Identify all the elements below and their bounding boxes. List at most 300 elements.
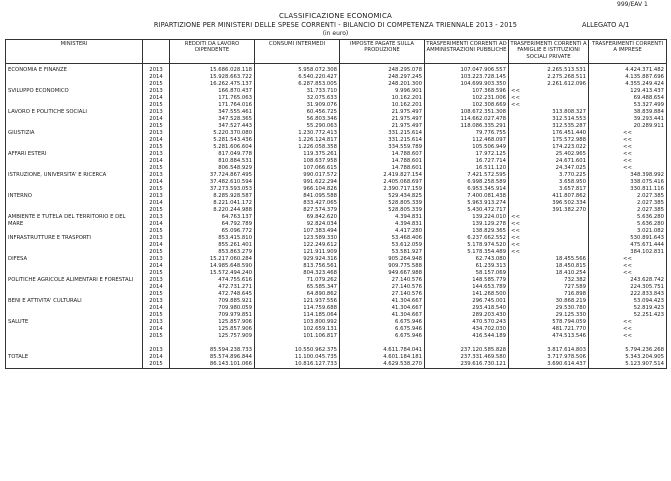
value-cell: 347.555.461 [170, 109, 255, 116]
value-cell: 5.794.236.268 [589, 347, 667, 354]
value-cell: 69.842.620 [255, 214, 340, 221]
value-cell: 166.870.437 [170, 88, 255, 95]
value-cell: 122.249.612 [255, 242, 340, 249]
value-cell: 709.979.851 [170, 312, 255, 319]
value-cell: 224.305.751 [589, 284, 667, 291]
value-cell: 5.958.072.308 [255, 64, 340, 75]
value-cell: 171.764.016 [170, 102, 255, 109]
value-cell: 53.612.059 [340, 242, 425, 249]
value-cell: 171.765.063 [170, 95, 255, 102]
table-row [6, 270, 667, 277]
value-cell: 855.261.401 [170, 242, 255, 249]
value-cell: 71.079.262 [255, 277, 340, 284]
value-cell: 312.514.553 [509, 116, 589, 123]
value-cell: 833.427.065 [255, 200, 340, 207]
table-row [6, 249, 667, 256]
value-cell: 52.251.423 [589, 312, 667, 319]
table-row [6, 354, 667, 361]
ministry-cell [6, 116, 143, 123]
value-cell: 104.699.903.350 [425, 81, 509, 88]
value-cell: 141.268.500 [425, 291, 509, 298]
ministry-cell: POLITICHE AGRICOLE ALIMENTARI E FORESTALI [6, 277, 143, 284]
value-cell: 732.382 [509, 277, 589, 284]
value-cell: 2.027.385 [589, 200, 667, 207]
year-cell: 2013 [143, 130, 170, 137]
table-row [6, 291, 667, 298]
value-cell: 65.585.347 [255, 284, 340, 291]
value-cell: 529.434.825 [340, 193, 425, 200]
value-cell: 5.281.606.604 [170, 144, 255, 151]
value-cell: 27.140.576 [340, 277, 425, 284]
value-cell: 15.928.663.722 [170, 74, 255, 81]
table-row [6, 347, 667, 354]
value-cell: 289.203.430 [425, 312, 509, 319]
spacer-cell [340, 340, 425, 347]
value-cell: 5.343.204.905 [589, 354, 667, 361]
value-cell: 2.027.385 [589, 207, 667, 214]
value-cell: << [589, 158, 667, 165]
value-cell: 1.230.772.413 [255, 130, 340, 137]
value-cell: 966.104.826 [255, 186, 340, 193]
value-cell: 475.671.444 [589, 242, 667, 249]
year-cell: 2013 [143, 298, 170, 305]
value-cell: 121.937.556 [255, 298, 340, 305]
table-row [6, 361, 667, 369]
ministry-cell: BENI E ATTIVITA' CULTURALI [6, 298, 143, 305]
ministry-cell [6, 347, 143, 354]
value-cell: 6.540.220.427 [255, 74, 340, 81]
value-cell: 853.415.810 [170, 235, 255, 242]
ministry-cell [6, 165, 143, 172]
value-cell: 293.418.540 [425, 305, 509, 312]
value-cell: 6.953.345.914 [425, 186, 509, 193]
value-cell: << [509, 95, 589, 102]
value-cell: 53.094.423 [589, 298, 667, 305]
table-row [6, 81, 667, 88]
header-imposte: IMPOSTE PAGATE SULLA PRODUZIONE [340, 40, 425, 64]
ministry-cell [6, 305, 143, 312]
value-cell: 4.355.249.424 [589, 81, 667, 88]
value-cell: 411.807.862 [509, 193, 589, 200]
year-cell: 2015 [143, 291, 170, 298]
value-cell: << [509, 221, 589, 228]
ministry-cell: INFRASTRUTTURE E TRASPORTI [6, 235, 143, 242]
table-row [6, 305, 667, 312]
table-row [6, 193, 667, 200]
year-cell: 2013 [143, 256, 170, 263]
value-cell: 4.394.831 [340, 221, 425, 228]
table-row [6, 151, 667, 158]
value-cell: 312.535.287 [509, 123, 589, 130]
value-cell: 716.898 [509, 291, 589, 298]
ministry-cell [6, 123, 143, 130]
value-cell: 5.430.472.717 [425, 207, 509, 214]
value-cell: 396.502.334 [509, 200, 589, 207]
year-cell: 2015 [143, 81, 170, 88]
table-row [6, 172, 667, 179]
value-cell: 102.231.006 [425, 95, 509, 102]
value-cell: 1.226.058.358 [255, 144, 340, 151]
table-row [6, 312, 667, 319]
value-cell: 4.417.280 [340, 228, 425, 235]
spacer-row [6, 340, 667, 347]
year-cell: 2015 [143, 249, 170, 256]
value-cell: 139.129.278 [425, 221, 509, 228]
table-row [6, 88, 667, 95]
value-cell: 16.262.475.137 [170, 81, 255, 88]
value-cell: 144.653.789 [425, 284, 509, 291]
value-cell: << [589, 151, 667, 158]
value-cell: 243.628.742 [589, 277, 667, 284]
year-cell: 2014 [143, 74, 170, 81]
ministry-cell: SVILUPPO ECONOMICO [6, 88, 143, 95]
spacer-cell [425, 340, 509, 347]
value-cell: 62.743.080 [425, 256, 509, 263]
ministry-cell [6, 207, 143, 214]
value-cell: 5.178.354.489 [425, 249, 509, 256]
value-cell: 32.075.633 [255, 95, 340, 102]
value-cell: 24.347.025 [509, 165, 589, 172]
year-cell: 2014 [143, 137, 170, 144]
value-cell: 107.066.615 [255, 165, 340, 172]
value-cell: 3.657.817 [509, 186, 589, 193]
value-cell: 991.622.294 [255, 179, 340, 186]
value-cell: 2.027.385 [589, 193, 667, 200]
value-cell: 60.456.725 [255, 109, 340, 116]
value-cell: 55.290.063 [255, 123, 340, 130]
table-header-row [6, 40, 667, 64]
ministry-cell [6, 137, 143, 144]
year-cell: 2015 [143, 228, 170, 235]
value-cell: 434.702.030 [425, 326, 509, 333]
value-cell: 18.410.254 [509, 270, 589, 277]
value-cell: 31.733.710 [255, 88, 340, 95]
value-cell: 56.803.346 [255, 116, 340, 123]
value-cell: 8.285.928.587 [170, 193, 255, 200]
spacer-cell [255, 340, 340, 347]
value-cell: 64.792.789 [170, 221, 255, 228]
ministry-cell [6, 291, 143, 298]
ministry-cell: MARE [6, 221, 143, 228]
value-cell: 990.017.572 [255, 172, 340, 179]
value-cell: 61.239.313 [425, 263, 509, 270]
ministry-cell [6, 144, 143, 151]
value-cell: 37.273.593.053 [170, 186, 255, 193]
value-cell: 64.890.862 [255, 291, 340, 298]
value-cell: << [509, 214, 589, 221]
year-cell: 2014 [143, 263, 170, 270]
year-cell: 2014 [143, 158, 170, 165]
ministry-cell: TOTALE [6, 354, 143, 361]
value-cell: 69.488.654 [589, 95, 667, 102]
value-cell: 472.748.645 [170, 291, 255, 298]
value-cell: 3.770.225 [509, 172, 589, 179]
value-cell: 331.215.614 [340, 130, 425, 137]
value-cell: 2.275.268.511 [509, 74, 589, 81]
value-cell: 709.885.921 [170, 298, 255, 305]
value-cell: 4.611.784.041 [340, 347, 425, 354]
value-cell: 4.629.538.270 [340, 361, 425, 369]
ministry-cell [6, 74, 143, 81]
year-cell: 2014 [143, 305, 170, 312]
table-row [6, 326, 667, 333]
value-cell: << [509, 228, 589, 235]
value-cell: 4.601.184.181 [340, 354, 425, 361]
header-trasf-fam: TRASFERIMENTI CORRENTI A FAMIGLIE E ISTITUZIONI SOCIALI PRIVATE [509, 40, 589, 64]
ministry-cell [6, 249, 143, 256]
value-cell: 813.756.561 [255, 263, 340, 270]
value-cell: 578.794.059 [509, 319, 589, 326]
year-cell: 2015 [143, 333, 170, 340]
value-cell: 841.095.588 [255, 193, 340, 200]
ministry-cell [6, 326, 143, 333]
spacer-cell [589, 340, 667, 347]
value-cell: 6.237.662.552 [425, 235, 509, 242]
year-cell: 2015 [143, 361, 170, 369]
ministry-cell [6, 333, 143, 340]
value-cell: 10.162.201 [340, 102, 425, 109]
value-cell: 129.413.437 [589, 88, 667, 95]
value-cell: 6.675.946 [340, 319, 425, 326]
value-cell: 2.265.513.531 [509, 64, 589, 75]
ministry-cell [6, 200, 143, 207]
table-row [6, 102, 667, 109]
value-cell: 65.096.772 [170, 228, 255, 235]
value-cell: 85.574.896.844 [170, 354, 255, 361]
value-cell: << [509, 102, 589, 109]
document-title: CLASSIFICAZIONE ECONOMICA [278, 12, 393, 20]
value-cell: 15.217.060.284 [170, 256, 255, 263]
ministry-cell: DIFESA [6, 256, 143, 263]
value-cell: 15.572.494.240 [170, 270, 255, 277]
value-cell: 114.185.064 [255, 312, 340, 319]
ministry-cell [6, 179, 143, 186]
value-cell: 7.400.081.438 [425, 193, 509, 200]
value-cell: << [589, 270, 667, 277]
value-cell: 148.585.779 [425, 277, 509, 284]
value-cell: 709.980.059 [170, 305, 255, 312]
value-cell: 58.157.069 [425, 270, 509, 277]
value-cell: 138.829.365 [425, 228, 509, 235]
value-cell: << [509, 242, 589, 249]
table-row [6, 179, 667, 186]
year-cell: 2014 [143, 242, 170, 249]
value-cell: 334.559.789 [340, 144, 425, 151]
year-cell: 2014 [143, 326, 170, 333]
value-cell: 114.759.688 [255, 305, 340, 312]
table-row [6, 235, 667, 242]
year-cell: 2014 [143, 200, 170, 207]
value-cell: 21.975.497 [340, 116, 425, 123]
value-cell: 391.382.270 [509, 207, 589, 214]
ministry-cell: GIUSTIZIA [6, 130, 143, 137]
value-cell: 5.963.913.274 [425, 200, 509, 207]
value-cell: 4.394.831 [340, 214, 425, 221]
table-row [6, 144, 667, 151]
value-cell: 53.581.927 [340, 249, 425, 256]
value-cell: 2.261.612.096 [509, 81, 589, 88]
value-cell: 31.909.076 [255, 102, 340, 109]
value-cell: 4.424.371.482 [589, 64, 667, 75]
value-cell: 25.402.965 [509, 151, 589, 158]
value-cell: 528.805.339 [340, 200, 425, 207]
ministry-cell: INTERNO [6, 193, 143, 200]
value-cell: 103.223.728.145 [425, 74, 509, 81]
year-cell: 2015 [143, 270, 170, 277]
table-row [6, 95, 667, 102]
ministry-cell: ECONOMIA E FINANZE [6, 64, 143, 75]
table-row [6, 200, 667, 207]
table-row [6, 256, 667, 263]
value-cell: 804.323.468 [255, 270, 340, 277]
value-cell: << [589, 165, 667, 172]
value-cell: 6.675.946 [340, 326, 425, 333]
value-cell: 416.544.189 [425, 333, 509, 340]
spacer-cell [143, 340, 170, 347]
table-row [6, 165, 667, 172]
value-cell: 14.788.607 [340, 151, 425, 158]
value-cell: 20.289.911 [589, 123, 667, 130]
value-cell: 528.805.339 [340, 207, 425, 214]
value-cell: 5.281.543.436 [170, 137, 255, 144]
value-cell: 121.911.909 [255, 249, 340, 256]
value-cell: 24.671.601 [509, 158, 589, 165]
year-cell: 2013 [143, 277, 170, 284]
value-cell: 296.745.001 [425, 298, 509, 305]
header-trasf-pa: TRASFERIMENTI CORRENTI AD AMMINISTRAZIONI PUBBLICHE [425, 40, 509, 64]
value-cell: 8.221.041.172 [170, 200, 255, 207]
value-cell: 53.468.406 [340, 235, 425, 242]
spending-table [5, 39, 667, 369]
value-cell: 114.662.027.478 [425, 116, 509, 123]
value-cell: 10.550.962.375 [255, 347, 340, 354]
header-consumi: CONSUMI INTERMEDI [255, 40, 340, 64]
year-cell: 2015 [143, 102, 170, 109]
ministry-cell [6, 228, 143, 235]
year-cell: 2013 [143, 151, 170, 158]
value-cell: 248.201.300 [340, 81, 425, 88]
value-cell: 1.226.124.817 [255, 137, 340, 144]
value-cell: 14.788.601 [340, 165, 425, 172]
value-cell: 827.574.379 [255, 207, 340, 214]
page-stamp: 999/EAV 1 [617, 1, 648, 8]
value-cell: 347.528.365 [170, 116, 255, 123]
value-cell: 103.800.992 [255, 319, 340, 326]
ministry-cell [6, 312, 143, 319]
value-cell: 174.223.022 [509, 144, 589, 151]
value-cell: 6.287.853.005 [255, 81, 340, 88]
value-cell: 102.308.669 [425, 102, 509, 109]
spacer-cell [170, 340, 255, 347]
ministry-cell [6, 81, 143, 88]
value-cell: << [589, 256, 667, 263]
year-cell: 2015 [143, 207, 170, 214]
value-cell: 139.224.010 [425, 214, 509, 221]
value-cell: 41.304.667 [340, 312, 425, 319]
value-cell: 101.106.817 [255, 333, 340, 340]
table-row [6, 64, 667, 75]
value-cell: 853.863.279 [170, 249, 255, 256]
value-cell: 313.808.327 [509, 109, 589, 116]
table-row [6, 277, 667, 284]
value-cell: << [589, 326, 667, 333]
value-cell: 41.304.667 [340, 305, 425, 312]
value-cell: 85.594.238.733 [170, 347, 255, 354]
value-cell: << [589, 144, 667, 151]
ministry-cell: LAVORO E POLITICHE SOCIALI [6, 109, 143, 116]
value-cell: 949.667.988 [340, 270, 425, 277]
table-row [6, 116, 667, 123]
document-subtitle: RIPARTIZIONE PER MINISTERI DELLE SPESE CORRENTI - BILANCIO DI COMPETENZA TRIENNALE 2013 - 2015 [153, 21, 518, 29]
ministry-cell [6, 158, 143, 165]
header-trasf-imp: TRASFERIMENTI CORRENTI A IMPRESE [589, 40, 667, 64]
value-cell: 3.717.978.506 [509, 354, 589, 361]
unit-label: (in euro) [322, 30, 349, 37]
table-row [6, 74, 667, 81]
value-cell: 909.775.588 [340, 263, 425, 270]
value-cell: 239.616.730.121 [425, 361, 509, 369]
value-cell: 108.637.958 [255, 158, 340, 165]
value-cell: 112.468.097 [425, 137, 509, 144]
year-cell: 2013 [143, 172, 170, 179]
value-cell: 2.405.068.697 [340, 179, 425, 186]
value-cell: 530.891.643 [589, 235, 667, 242]
value-cell: 29.125.330 [509, 312, 589, 319]
spacer-cell [6, 340, 143, 347]
header-redditi: REDDITI DA LAVORO DIPENDENTE [170, 40, 255, 64]
table-row [6, 130, 667, 137]
ministry-cell [6, 263, 143, 270]
value-cell: 348.398.992 [589, 172, 667, 179]
value-cell: 331.215.614 [340, 137, 425, 144]
ministry-cell [6, 361, 143, 369]
ministry-cell [6, 102, 143, 109]
value-cell: 727.589 [509, 284, 589, 291]
year-cell: 2014 [143, 95, 170, 102]
value-cell: 330.811.116 [589, 186, 667, 193]
value-cell: 905.264.948 [340, 256, 425, 263]
table-row [6, 319, 667, 326]
table-row [6, 137, 667, 144]
year-cell: 2014 [143, 354, 170, 361]
value-cell: 7.421.572.595 [425, 172, 509, 179]
spacer-cell [509, 340, 589, 347]
value-cell: 125.857.906 [170, 319, 255, 326]
value-cell: 248.295.078 [340, 64, 425, 75]
value-cell: 2.390.717.159 [340, 186, 425, 193]
header-ministeri: MINISTERI [6, 40, 143, 64]
value-cell: 108.672.351.308 [425, 109, 509, 116]
value-cell: 248.297.245 [340, 74, 425, 81]
value-cell: 79.776.755 [425, 130, 509, 137]
value-cell: << [589, 137, 667, 144]
value-cell: 4.135.887.696 [589, 74, 667, 81]
ministry-cell [6, 95, 143, 102]
value-cell: 30.868.219 [509, 298, 589, 305]
value-cell: << [589, 130, 667, 137]
value-cell: 347.527.443 [170, 123, 255, 130]
value-cell: 21.975.497 [340, 123, 425, 130]
ministry-cell: AFFARI ESTERI [6, 151, 143, 158]
value-cell: 125.757.909 [170, 333, 255, 340]
value-cell: 53.327.499 [589, 102, 667, 109]
ministry-cell: ISTRUZIONE, UNIVERSITA' E RICERCA [6, 172, 143, 179]
value-cell: << [509, 88, 589, 95]
value-cell: 38.839.884 [589, 109, 667, 116]
value-cell: 125.857.906 [170, 326, 255, 333]
value-cell: 123.589.330 [255, 235, 340, 242]
value-cell: 16.727.714 [425, 158, 509, 165]
